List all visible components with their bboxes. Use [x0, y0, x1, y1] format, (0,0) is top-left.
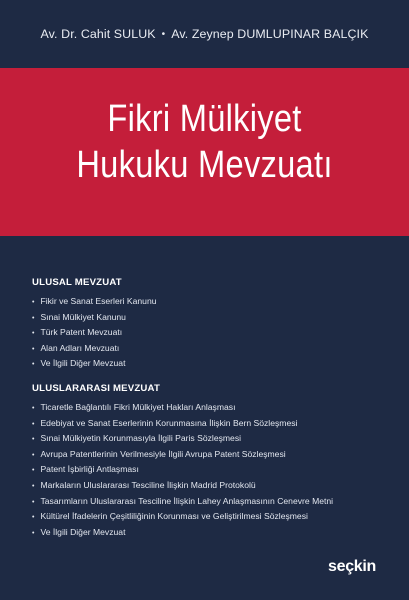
section-national-legislation [32, 277, 157, 372]
bullet-icon: • [32, 482, 35, 490]
bullet-icon: • [32, 345, 35, 353]
bullet-icon: • [32, 361, 35, 369]
list-item [32, 494, 333, 510]
bullet-icon: • [32, 330, 35, 338]
bullet-icon: • [32, 467, 35, 475]
bullet-icon: • [32, 405, 35, 412]
author-separator: • [161, 29, 166, 40]
list-item [32, 341, 157, 357]
title-band [0, 68, 409, 236]
bullet-icon: • [32, 314, 35, 322]
list-item [32, 525, 333, 541]
list-item [32, 478, 333, 494]
list-item-text: Patent İşbirliği Antlaşması [40, 464, 139, 475]
list-item-text: Türk Patent Mevzuatı [40, 327, 123, 338]
list-item [32, 416, 333, 432]
bullet-icon: • [32, 514, 35, 522]
list-item [32, 400, 333, 416]
list-item [32, 294, 157, 310]
publisher-logo: seçkin [328, 558, 377, 575]
list-item-text: Sınai Mülkiyetin Korunmasıyla İlgili Paris Sözleşmesi [40, 433, 242, 444]
list-item-text: Markaların Uluslararası Tesciline İlişkin Madrid Protokolü [40, 479, 256, 490]
list-item [32, 431, 333, 447]
bullet-icon: • [32, 498, 35, 506]
list-item [32, 447, 333, 463]
list-item-text: Alan Adları Mevzuatı [40, 342, 120, 353]
bullet-icon: • [32, 420, 35, 428]
section-international-legislation [32, 383, 333, 540]
list-item [32, 356, 157, 372]
list-item [32, 310, 157, 326]
list-item-text: Tasarımların Uluslararası Tesciline İlişkin Lahey Anlaşmasının Cenevre Metni [40, 495, 334, 506]
list-item-text: Kültürel İfadelerin Çeşitliliğinin Korunması ve Geliştirilmesi Sözleşmesi [40, 511, 308, 522]
list-item [32, 462, 333, 478]
bullet-icon: • [32, 451, 35, 459]
list-item [32, 325, 157, 341]
bullet-icon: • [32, 299, 35, 306]
list-item-text: Ve İlgili Diğer Mevzuat [40, 358, 126, 369]
list-item-text: Edebiyat ve Sanat Eserlerinin Korunmasına İlişkin Bern Sözleşmesi [40, 417, 298, 428]
author-name: Av. Dr. Cahit SULUK [40, 27, 156, 41]
list-item-text: Avrupa Patentlerinin Verilmesiyle İlgili Avrupa Patent Sözleşmesi [40, 448, 286, 459]
list-item-text: Sınai Mülkiyet Kanunu [40, 311, 126, 322]
bullet-icon: • [32, 436, 35, 444]
section-heading: ULUSAL MEVZUAT [32, 277, 122, 288]
title-line-1: Fikri Mülkiyet [107, 98, 302, 140]
bullet-icon: • [32, 529, 35, 537]
title-line-2: Hukuku Mevzuatı [76, 144, 333, 186]
author-name: Av. Zeynep DUMLUPINAR BALÇIK [171, 27, 369, 41]
list-item [32, 509, 333, 525]
section-heading: ULUSLARARASI MEVZUAT [32, 383, 161, 394]
author-line [0, 27, 409, 41]
list-item-text: Ticaretle Bağlantılı Fikri Mülkiyet Hakları Anlaşması [40, 402, 236, 412]
book-title [29, 96, 381, 188]
list-item-text: Ve İlgili Diğer Mevzuat [40, 526, 126, 537]
list-item-text: Fikir ve Sanat Eserleri Kanunu [40, 296, 157, 306]
